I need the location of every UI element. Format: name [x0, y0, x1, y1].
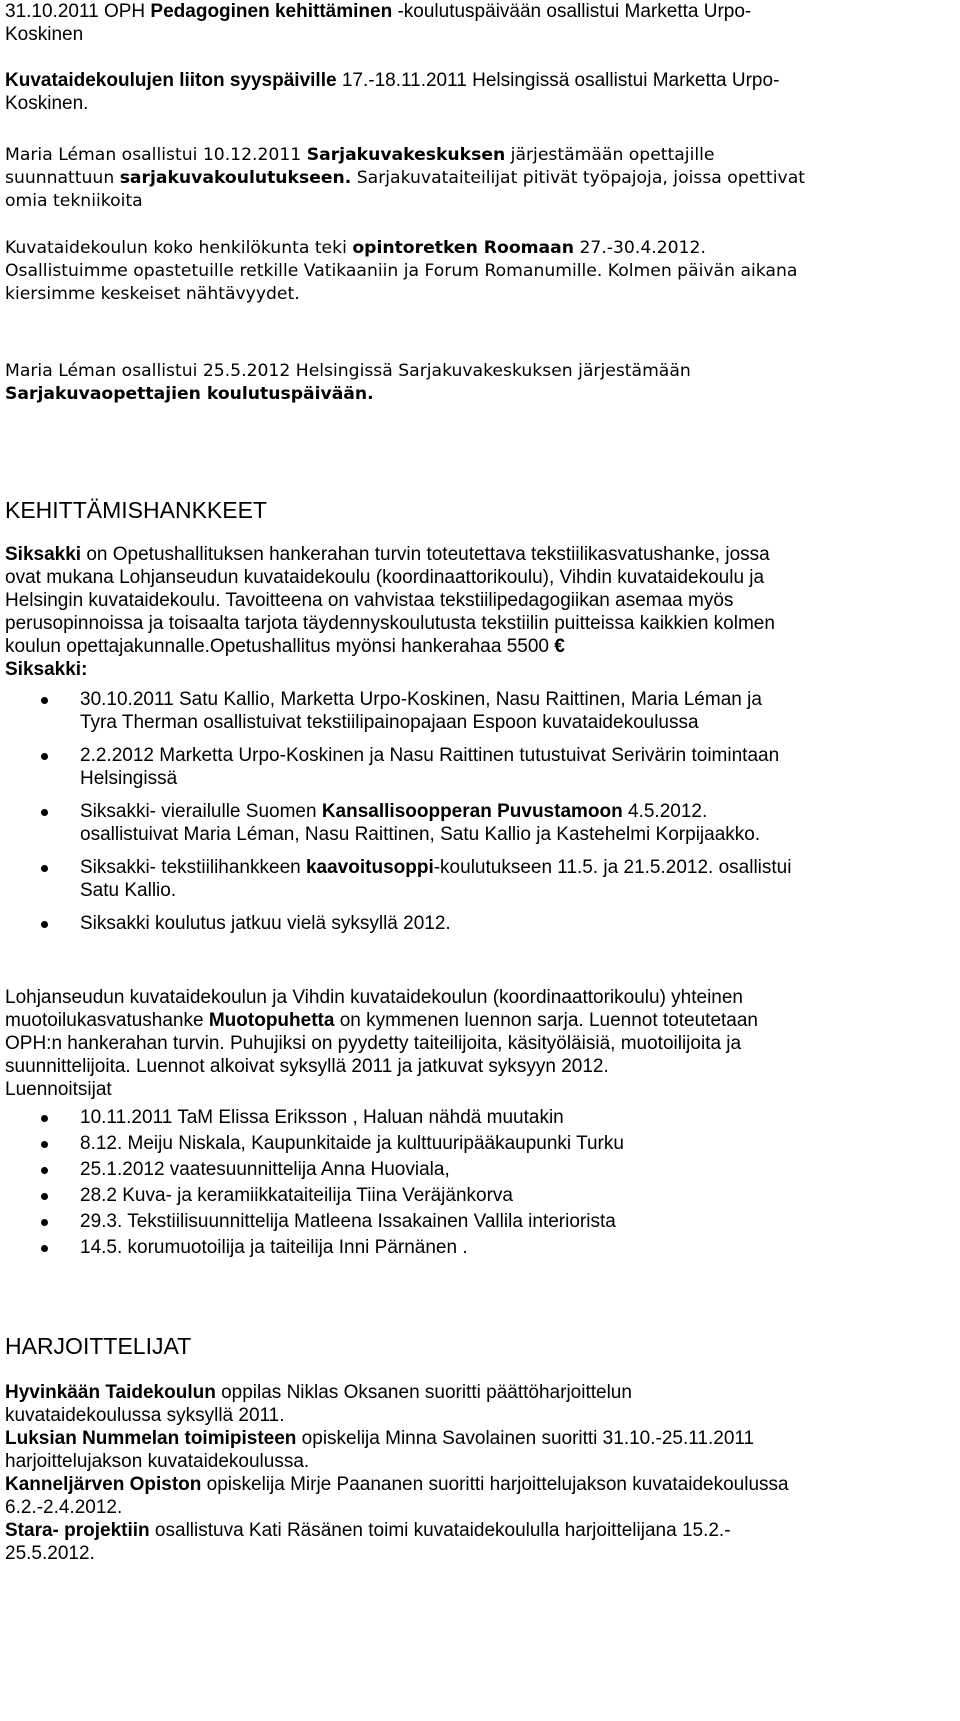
text: 28.2 Kuva- ja keramiikkataiteilija Tiina Veräjänkorva — [80, 1185, 513, 1206]
bold-text: Sarjakuvakeskuksen — [306, 145, 506, 165]
text: Satu Kallio. — [80, 880, 177, 901]
bold-text: kaavoitusoppi — [305, 857, 434, 878]
bold-text: Muotopuhetta — [208, 1010, 335, 1031]
section-heading-development: KEHITTÄMISHANKKEET — [5, 497, 267, 523]
text: opiskelija Minna Savolainen suoritti 31.10.-25.11.2011 — [296, 1428, 755, 1449]
bullet-icon — [41, 753, 48, 760]
text: ovat mukana Lohjanseudun kuvataidekoulu (koordinaattorikoulu), Vihdin kuvataidekoulu ja — [5, 567, 765, 588]
euro-symbol: € — [554, 636, 565, 657]
bold-text: Siksakki: — [5, 659, 88, 680]
text: osallistuivat Maria Léman, Nasu Raittinen, Satu Kallio ja Kastehelmi Korpijaakko. — [80, 824, 761, 845]
text: Koskinen. — [5, 93, 89, 114]
text: 2.2.2012 Marketta Urpo-Koskinen ja Nasu Raittinen tutustuivat Serivärin toimintaan — [80, 745, 780, 766]
bullet-icon — [41, 1167, 48, 1174]
list-item — [5, 1106, 950, 1129]
paragraph-siksakki — [5, 543, 775, 681]
text: Siksakki- tekstiilihankkeen — [80, 857, 306, 878]
list-item — [5, 1132, 950, 1155]
text: muotoilukasvatushanke — [5, 1010, 209, 1031]
text: Luennoitsijat — [5, 1079, 112, 1100]
text: 6.2.-2.4.2012. — [5, 1497, 123, 1518]
text: Helsingissä — [80, 768, 178, 789]
text: 10.11.2011 TaM Elissa Eriksson , Haluan nähdä muutakin — [80, 1107, 564, 1128]
text: 30.10.2011 Satu Kallio, Marketta Urpo-Koskinen, Nasu Raittinen, Maria Léman ja — [80, 689, 762, 710]
list-item — [5, 1184, 950, 1207]
bold-text: Sarjakuvaopettajien koulutuspäivään. — [5, 384, 374, 404]
text: on kymmenen luennon sarja. Luennot toteutetaan — [334, 1010, 758, 1031]
list-item — [5, 688, 950, 734]
bold-text: Hyvinkään Taidekoulun — [5, 1382, 216, 1403]
bold-text: Stara- projektiin — [5, 1520, 150, 1541]
list-item — [5, 856, 950, 902]
bullet-icon — [41, 1245, 48, 1252]
bold-text: opintoretken Roomaan — [352, 238, 574, 258]
text: 29.3. Tekstiilisuunnittelija Matleena Issakainen Vallila interiorista — [80, 1211, 616, 1232]
paragraph-rome-trip — [5, 237, 797, 306]
text: -koulutukseen 11.5. ja 21.5.2012. osallistui — [433, 857, 792, 878]
text: Siksakki- vierailulle Suomen — [80, 801, 322, 822]
text: Maria Léman osallistui 25.5.2012 Helsingissä Sarjakuvakeskuksen järjestämään — [5, 361, 691, 381]
text: 14.5. korumuotoilija ja taiteilija Inni Pärnänen . — [80, 1237, 468, 1258]
bold-text: Luksian Nummelan toimipisteen — [5, 1428, 297, 1449]
bold-text: Pedagoginen kehittäminen — [150, 1, 393, 22]
text: osallistuva Kati Räsänen toimi kuvataidekoululla harjoittelijana 15.2.- — [149, 1520, 731, 1541]
paragraph-oph-training — [5, 0, 751, 46]
lecturers-list — [5, 1106, 950, 1259]
text: perusopinnoissa ja toisaalta tarjota täydennyskoulutusta tekstiilin puitteissa kaikkien kolmen — [5, 613, 775, 634]
text: on Opetushallituksen hankerahan turvin toteutettava tekstiilikasvatushanke, jossa — [81, 544, 770, 565]
list-item — [5, 800, 950, 846]
paragraph-association-days — [5, 69, 779, 115]
bullet-icon — [41, 1115, 48, 1122]
bullet-icon — [41, 921, 48, 928]
list-item — [5, 744, 950, 790]
bold-text: Siksakki — [5, 544, 82, 565]
bullet-icon — [41, 809, 48, 816]
text: kuvataidekoulussa syksyllä 2011. — [5, 1405, 285, 1426]
text: -koulutuspäivään osallistui Marketta Urpo- — [392, 1, 752, 22]
bullet-icon — [41, 865, 48, 872]
list-item — [5, 912, 950, 935]
text: oppilas Niklas Oksanen suoritti päättöharjoittelun — [215, 1382, 632, 1403]
list-item — [5, 1158, 950, 1181]
bullet-icon — [41, 697, 48, 704]
section-heading-trainees: HARJOITTELIJAT — [5, 1333, 192, 1359]
bold-text: Kanneljärven Opiston — [5, 1474, 202, 1495]
text: opiskelija Mirje Paananen suoritti harjoittelujakson kuvataidekoulussa — [201, 1474, 789, 1495]
text: Kuvataidekoulun koko henkilökunta teki — [5, 238, 353, 258]
text: 4.5.2012. — [622, 801, 708, 822]
siksakki-list — [5, 688, 950, 935]
text: OPH:n hankerahan turvin. Puhujiksi on pyydetty taiteilijoita, käsityöläisiä, muotoilijoita ja — [5, 1033, 742, 1054]
paragraph-comics-teachers-day — [5, 360, 691, 406]
text: Tyra Therman osallistuivat tekstiilipainopajaan Espoon kuvataidekoulussa — [80, 712, 699, 733]
paragraph-comics-training — [5, 144, 805, 213]
text: Sarjakuvataiteilijat pitivät työpajoja, joissa opettivat — [351, 168, 805, 188]
text: suunnittelijoita. Luennot alkoivat syksyllä 2011 ja jatkuvat syksyyn 2012. — [5, 1056, 609, 1077]
text: suunnattuun — [5, 168, 120, 188]
text: 17.-18.11.2011 Helsingissä osallistui Marketta Urpo- — [336, 70, 780, 91]
bold-text: Kansallisoopperan Puvustamoon — [321, 801, 623, 822]
text: omia tekniikoita — [5, 191, 143, 211]
text: Helsingin kuvataidekoulu. Tavoitteena on vahvistaa tekstiilipedagogiikan asemaa myös — [5, 590, 734, 611]
list-item — [5, 1236, 950, 1259]
bullet-icon — [41, 1219, 48, 1226]
text: kiersimme keskeiset nähtävyydet. — [5, 284, 300, 304]
text: järjestämään opettajille — [505, 145, 715, 165]
text: Maria Léman osallistui 10.12.2011 — [5, 145, 307, 165]
text: harjoittelujakson kuvataidekoulussa. — [5, 1451, 310, 1472]
text: 25.1.2012 vaatesuunnittelija Anna Huoviala, — [80, 1159, 450, 1180]
text: 25.5.2012. — [5, 1543, 95, 1564]
text: 27.-30.4.2012. — [573, 238, 706, 258]
paragraph-trainees — [5, 1381, 789, 1565]
text: 8.12. Meiju Niskala, Kaupunkitaide ja kulttuuripääkaupunki Turku — [80, 1133, 624, 1154]
text: koulun opettajakunnalle.Opetushallitus myönsi hankerahaa 5500 — [5, 636, 549, 657]
text: Osallistuimme opastetuille retkille Vatikaaniin ja Forum Romanumille. Kolmen päivän aikana — [5, 261, 798, 281]
text: Lohjanseudun kuvataidekoulun ja Vihdin kuvataidekoulun (koordinaattorikoulu) yhteinen — [5, 987, 744, 1008]
list-item — [5, 1210, 950, 1233]
bold-text: sarjakuvakoulutukseen. — [119, 168, 352, 188]
text: 31.10.2011 OPH — [5, 1, 151, 22]
text: Koskinen — [5, 24, 84, 45]
bullet-icon — [41, 1193, 48, 1200]
bold-text: Kuvataidekoulujen liiton syyspäiville — [5, 70, 337, 91]
paragraph-muotopuhetta — [5, 986, 758, 1101]
text: Siksakki koulutus jatkuu vielä syksyllä 2012. — [80, 913, 451, 934]
bullet-icon — [41, 1141, 48, 1148]
